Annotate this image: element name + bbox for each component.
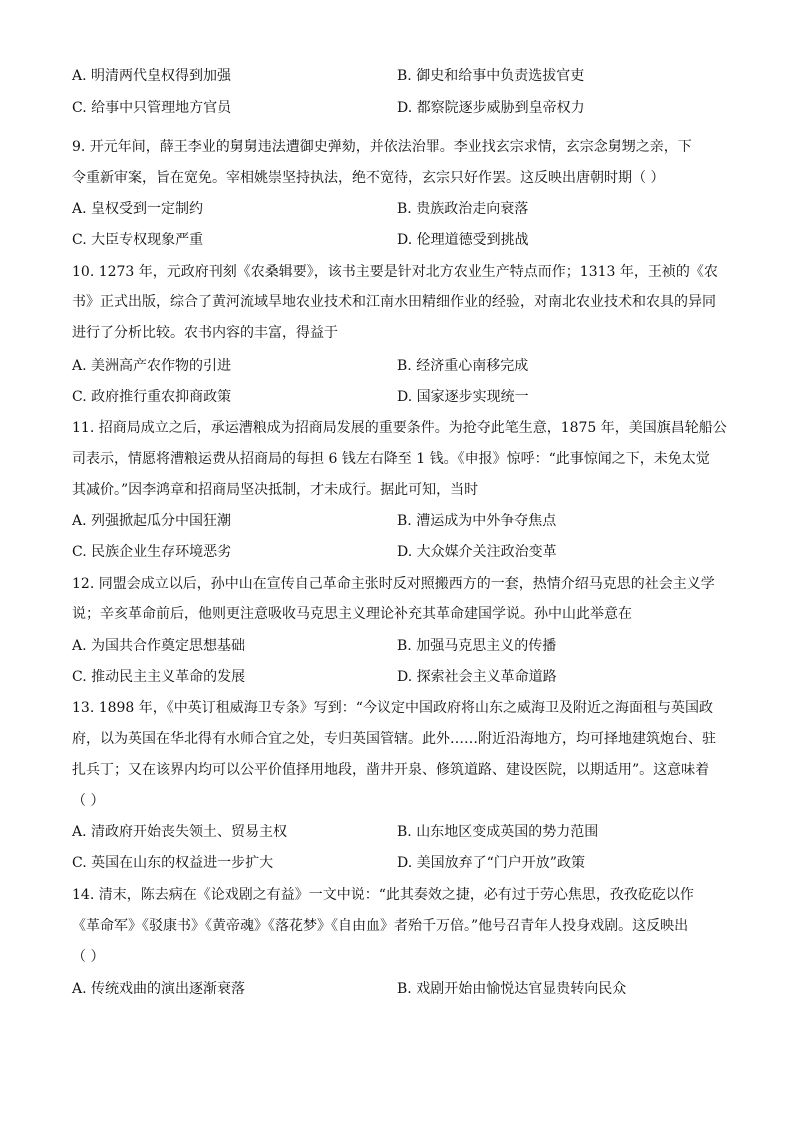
q10-option-b[interactable]: B. 经济重心南移完成 (397, 358, 529, 374)
q10-option-a[interactable]: A. 美洲高产农作物的引进 (72, 358, 232, 374)
q13-answer-blank: （ ） (72, 793, 105, 809)
q9-stem-line-2: 令重新审案，旨在宽免。宰相姚崇坚持执法，绝不宽待，玄宗只好作罢。这反映出唐朝时期（ ） (72, 170, 665, 186)
q8-option-a[interactable]: A. 明清两代皇权得到加强 (72, 68, 232, 84)
q10-option-d[interactable]: D. 国家逐步实现统一 (397, 389, 529, 405)
q13-option-d[interactable]: D. 美国放弃了“门户开放”政策 (397, 855, 585, 871)
q10-stem-line-1: 10. 1273 年，元政府刊刻《农桑辑要》，该书主要是针对北方农业生产特点而作；1313 年，王祯的《农 (72, 264, 718, 280)
q12-option-a[interactable]: A. 为国共合作奠定思想基础 (72, 638, 246, 654)
q8-option-b[interactable]: B. 御史和给事中负责选拔官吏 (397, 68, 585, 84)
q13-option-b[interactable]: B. 山东地区变成英国的势力范围 (397, 824, 599, 840)
q11-option-b[interactable]: B. 漕运成为中外争夺焦点 (397, 513, 557, 529)
q13-stem-line-1: 13. 1898 年，《中英订租威海卫专条》写到：“今议定中国政府将山东之威海卫及附近之海面租与英国政 (72, 700, 713, 716)
q9-option-a[interactable]: A. 皇权受到一定制约 (72, 201, 204, 217)
q13-option-a[interactable]: A. 清政府开始丧失领土、贸易主权 (72, 824, 288, 840)
q10-stem-line-3: 进行了分析比较。农书内容的丰富，得益于 (72, 325, 338, 341)
q14-stem-line-1: 14. 清末，陈去病在《论戏剧之有益》一文中说：“此其奏效之捷，必有过于劳心焦思，孜孜矻矻以作 (72, 887, 694, 903)
q13-stem-line-3: 扎兵丁；又在该界内均可以公平价值择用地段，凿井开泉、修筑道路、建设医院，以期适用”。这意味着 (72, 762, 710, 778)
q12-stem-line-1: 12. 同盟会成立以后，孙中山在宣传自己革命主张时反对照搬西方的一套，热情介绍马克思的社会主义学 (72, 576, 715, 592)
q9-option-c[interactable]: C. 大臣专权现象严重 (72, 232, 204, 248)
q14-stem-line-2: 《革命军》《驳康书》《黄帝魂》《落花梦》《自由血》者殆千万倍。”他号召青年人投身戏剧。这反映出 (72, 918, 689, 934)
q8-option-c[interactable]: C. 给事中只管理地方官员 (72, 100, 232, 116)
q13-option-c[interactable]: C. 英国在山东的权益进一步扩大 (72, 855, 274, 871)
q11-option-c[interactable]: C. 民族企业生存环境恶劣 (72, 544, 232, 560)
q12-option-c[interactable]: C. 推动民主主义革命的发展 (72, 669, 246, 685)
q14-answer-blank: （ ） (72, 949, 105, 965)
q8-option-d[interactable]: D. 都察院逐步威胁到皇帝权力 (397, 100, 585, 116)
q14-option-a[interactable]: A. 传统戏曲的演出逐渐衰落 (72, 981, 246, 997)
q9-option-d[interactable]: D. 伦理道德受到挑战 (397, 232, 529, 248)
q9-stem-line-1: 9. 开元年间，薛王李业的舅舅违法遭御史弹劾，并依法治罪。李业找玄宗求情，玄宗念舅甥之亲，下 (72, 139, 692, 155)
q11-stem-line-1: 11. 招商局成立之后，承运漕粮成为招商局发展的重要条件。为抢夺此笔生意，1875 年，美国旗昌轮船公 (72, 420, 727, 436)
q14-option-b[interactable]: B. 戏剧开始由愉悦达官显贵转向民众 (397, 981, 627, 997)
q11-stem-line-2: 司表示，情愿将漕粮运费从招商局的每担 6 钱左右降至 1 钱。《申报》惊呼：“此事惊闻之下，未免太觉 (72, 451, 710, 467)
q11-stem-line-3: 其减价。”因李鸿章和招商局坚决抵制，才未成行。据此可知，当时 (72, 482, 479, 498)
q11-option-a[interactable]: A. 列强掀起瓜分中国狂潮 (72, 513, 232, 529)
q10-option-c[interactable]: C. 政府推行重农抑商政策 (72, 389, 232, 405)
q11-option-d[interactable]: D. 大众媒介关注政治变革 (397, 544, 557, 560)
q10-stem-line-2: 书》正式出版，综合了黄河流域旱地农业技术和江南水田精细作业的经验，对南北农业技术和农具的异同 (72, 294, 716, 310)
q9-option-b[interactable]: B. 贵族政治走向衰落 (397, 201, 529, 217)
q12-option-b[interactable]: B. 加强马克思主义的传播 (397, 638, 557, 654)
q12-stem-line-2: 说；辛亥革命前后，他则更注意吸收马克思主义理论补充其革命建国学说。孙中山此举意在 (72, 606, 632, 622)
q13-stem-line-2: 府，以为英国在华北得有水师合宜之处，专归英国管辖。此外……附近沿海地方，均可择地建筑炮台、驻 (72, 731, 716, 747)
q12-option-d[interactable]: D. 探索社会主义革命道路 (397, 669, 557, 685)
